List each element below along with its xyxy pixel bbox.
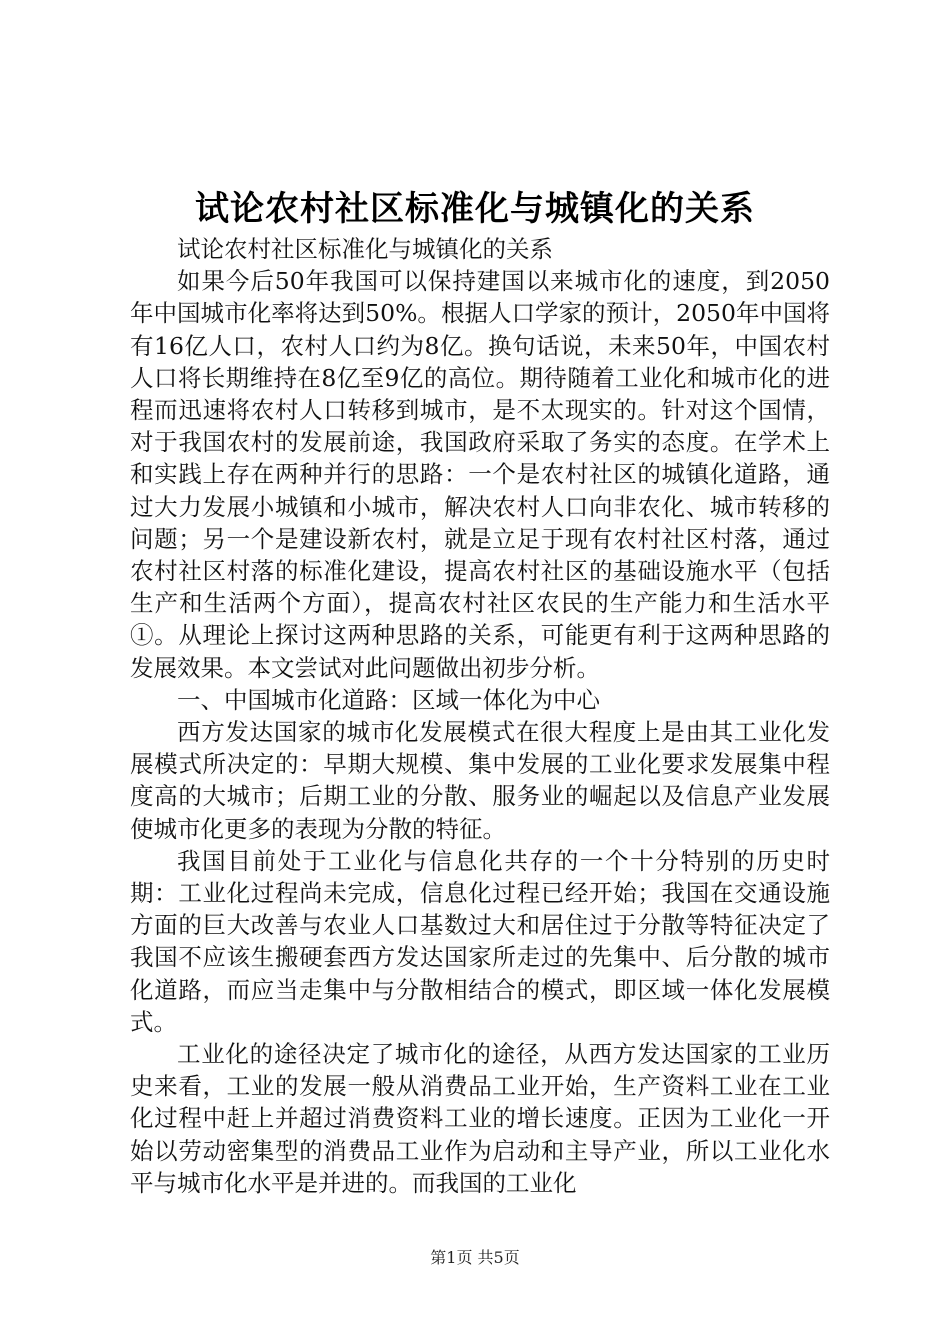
- paragraph-china-period: 我国目前处于工业化与信息化共存的一个十分特别的历史时期：工业化过程尚未完成，信息化过程已经开始；我国在交通设施方面的巨大改善与农业人口基数过大和居住过于分散等特征决定了我国不应该生搬硬套西方发达国家所走过的先集中、后分散的城市化道路，而应当走集中与分散相结合的模式，即区域一体化发展模式。: [130, 846, 830, 1036]
- document-title: 试论农村社区标准化与城镇化的关系: [195, 189, 755, 229]
- paragraph-subtitle: 试论农村社区标准化与城镇化的关系: [177, 235, 553, 263]
- document-body: [130, 233, 830, 1199]
- paragraph-intro: 如果今后50年我国可以保持建国以来城市化的速度，到2050年中国城市化率将达到50%。根据人口学家的预计，2050年中国将有16亿人口，农村人口约为8亿。换句话说，未来50年，中国农村人口将长期维持在8亿至9亿的高位。期待随着工业化和城市化的进程而迅速将农村人口转移到城市，是不太现实的。针对这个国情，对于我国农村的发展前途，我国政府采取了务实的态度。在学术上和实践上存在两种并行的思路：一个是农村社区的城镇化道路，通过大力发展小城镇和小城市，解决农村人口向非农化、城市转移的问题；另一个是建设新农村，就是立足于现有农村社区村落，通过农村社区村落的标准化建设，提高农村社区的基础设施水平（包括生产和生活两个方面），提高农村社区农民的生产能力和生活水平①。从理论上探讨这两种思路的关系，可能更有利于这两种思路的发展效果。本文尝试对此问题做出初步分析。: [130, 267, 830, 682]
- page-footer: 第1页 共5页: [430, 1248, 520, 1267]
- paragraph-industrialization: 工业化的途径决定了城市化的途径，从西方发达国家的工业历史来看，工业的发展一般从消费品工业开始，生产资料工业在工业化过程中赶上并超过消费资料工业的增长速度。正因为工业化一开始以劳动密集型的消费品工业作为启动和主导产业，所以工业化水平与城市化水平是并进的。而我国的工业化: [130, 1040, 830, 1197]
- paragraph-western-model: 西方发达国家的城市化发展模式在很大程度上是由其工业化发展模式所决定的：早期大规模、集中发展的工业化要求发展集中程度高的大城市；后期工业的分散、服务业的崛起以及信息产业发展使城市化更多的表现为分散的特征。: [130, 718, 830, 843]
- section-heading: 一、中国城市化道路：区域一体化为中心: [177, 685, 600, 714]
